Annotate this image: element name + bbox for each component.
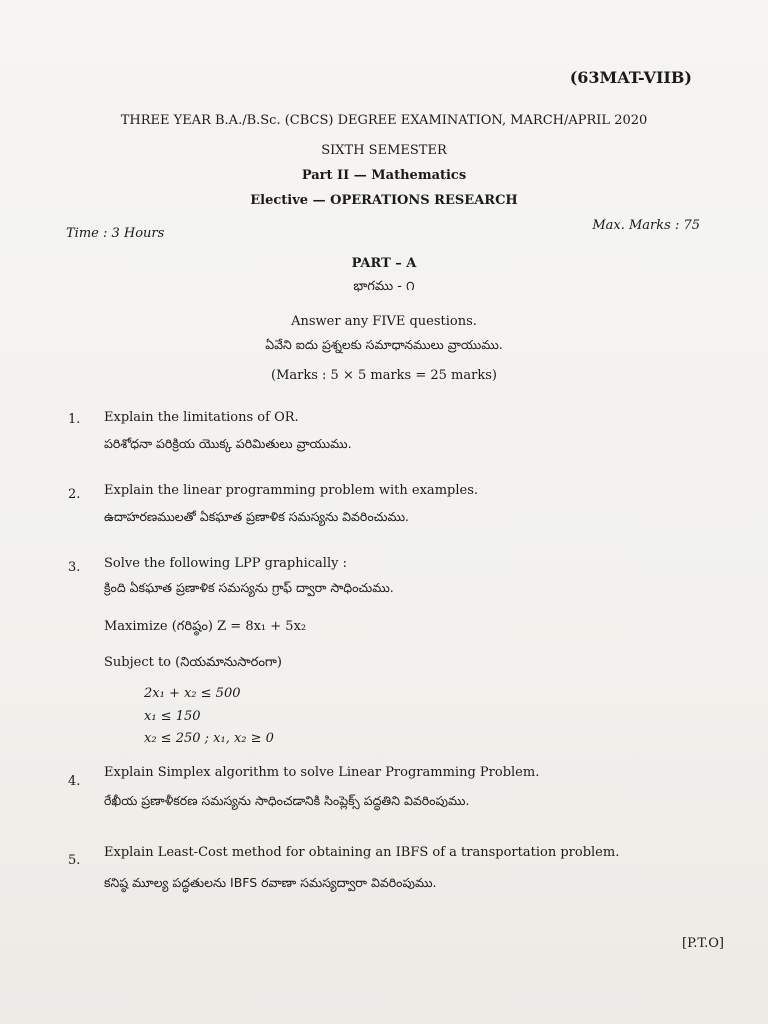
question-3-objective: Maximize (గరిష్ఠం) Z = 8x₁ + 5x₂ [104, 619, 307, 634]
semester-label: SIXTH SEMESTER [321, 143, 447, 158]
question-3-text: Solve the following LPP graphically : [104, 556, 347, 571]
question-5-number: 5. [68, 853, 81, 868]
constraint-1: 2x₁ + x₂ ≤ 500 [144, 686, 241, 701]
question-2-text-telugu: ఉదాహరణములతో ఏకఘాత ప్రణాళిక సమస్యను వివరించుము. [104, 509, 410, 524]
question-3-number: 3. [68, 560, 81, 575]
question-5-text: Explain Least-Cost method for obtaining an IBFS of a transportation problem. [104, 845, 620, 860]
question-1-text: Explain the limitations of OR. [104, 410, 299, 425]
exam-title: THREE YEAR B.A./B.Sc. (CBCS) DEGREE EXAMINATION, MARCH/APRIL 2020 [120, 113, 648, 128]
marks-scheme: (Marks : 5 × 5 marks = 25 marks) [271, 368, 497, 383]
time-allowed: Time : 3 Hours [66, 226, 165, 241]
pto-label: [P.T.O] [682, 936, 724, 951]
question-3-text-telugu: క్రింది ఏకఘాత ప్రణాళిక సమస్యను గ్రాఫ్ ద్వారా సాధించుము. [104, 580, 394, 595]
constraint-3: x₂ ≤ 250 ; x₁, x₂ ≥ 0 [144, 731, 274, 746]
question-2-text: Explain the linear programming problem with examples. [104, 483, 478, 498]
elective-label: Elective — OPERATIONS RESEARCH [250, 193, 518, 208]
question-5-text-telugu: కనిష్ఠ మూల్య పద్ధతులను IBFS రవాణా సమస్యద్వారా వివరింపుము. [104, 875, 437, 890]
section-title: PART – A [351, 256, 417, 271]
constraint-2: x₁ ≤ 150 [144, 709, 201, 724]
question-4-number: 4. [68, 774, 81, 789]
section-instruction-telugu: ఏవేని ఐదు ప్రశ్నలకు సమాధానములు వ్రాయుము. [265, 337, 503, 352]
question-2-number: 2. [68, 487, 81, 502]
question-3-subject-to: Subject to (నియమానుసారంగా) [104, 655, 282, 670]
part-label: Part II — Mathematics [301, 168, 467, 183]
section-instruction: Answer any FIVE questions. [291, 314, 477, 329]
question-4-text-telugu: రేఖీయ ప్రణాళీకరణ సమస్యను సాధించడానికి సింప్లెక్స్ పద్ధతిని వివరింపుము. [104, 793, 470, 808]
question-1-text-telugu: పరిశోధనా పరిక్రియ యొక్క పరిమితులు వ్రాయుము. [104, 436, 352, 451]
question-4-text: Explain Simplex algorithm to solve Linear Programming Problem. [104, 765, 540, 780]
question-1-number: 1. [68, 412, 81, 427]
max-marks: Max. Marks : 75 [592, 218, 700, 233]
paper-code: (63MAT-VIIB) [569, 68, 692, 87]
section-title-telugu: భాగము - ౧ [353, 279, 415, 294]
